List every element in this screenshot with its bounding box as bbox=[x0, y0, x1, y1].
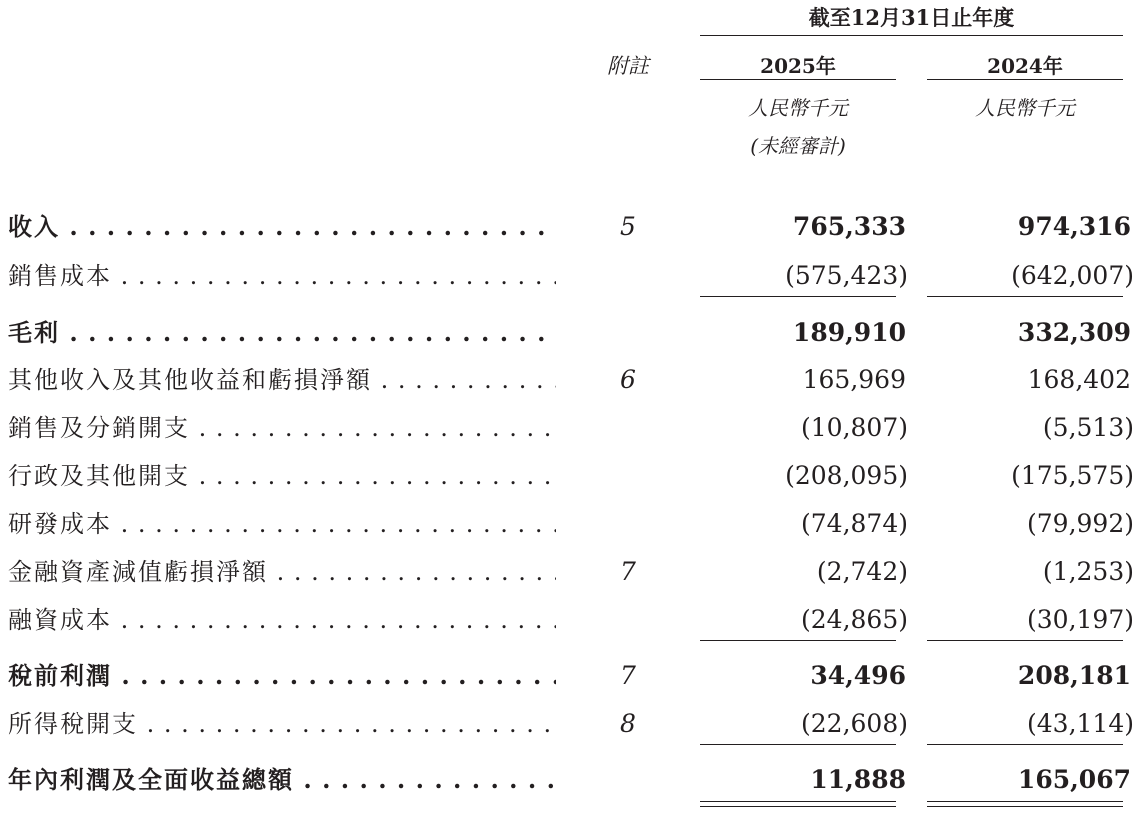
line-item-label: 行政及其他開支 . . . bbox=[8, 456, 556, 496]
table-row-revenue bbox=[0, 207, 1140, 247]
value-2025: (74,874) bbox=[801, 509, 908, 538]
note-column-heading: 附註 bbox=[607, 54, 649, 78]
subtotal-rule-2025 bbox=[700, 744, 896, 745]
table-row-total-comprehensive-income bbox=[0, 760, 1140, 800]
line-item-label: 年內利潤及全面收益總額 . . . bbox=[8, 760, 556, 800]
line-item-label: 毛利 . . . bbox=[8, 313, 556, 353]
value-2025: (208,095) bbox=[785, 461, 908, 490]
value-2025: 165,969 bbox=[802, 365, 906, 394]
value-2025: (10,807) bbox=[801, 413, 908, 442]
value-2024: (175,575) bbox=[1011, 461, 1134, 490]
total-double-rule-2025 bbox=[700, 801, 896, 807]
value-2025: (24,865) bbox=[801, 605, 908, 634]
line-item-label: 其他收入及其他收益和虧損淨額 . . . bbox=[8, 360, 556, 400]
table-row-income-tax bbox=[0, 704, 1140, 744]
table-row-selling-expenses bbox=[0, 408, 1140, 448]
year-2025-heading: 2025年 bbox=[760, 54, 836, 78]
table-row-profit-before-tax bbox=[0, 656, 1140, 696]
note-ref bbox=[590, 504, 666, 544]
year-2024-heading: 2024年 bbox=[987, 54, 1063, 78]
note-ref bbox=[590, 256, 666, 296]
period-heading: 截至12月31日止年度 bbox=[808, 5, 1015, 30]
line-item-label: 金融資產減值虧損淨額 . . . bbox=[8, 552, 556, 592]
line-item-label: 融資成本 . . . bbox=[8, 600, 556, 640]
value-2024: 332,309 bbox=[1017, 318, 1131, 347]
value-2024: 208,181 bbox=[1017, 661, 1131, 690]
value-2024: (5,513) bbox=[1042, 413, 1134, 442]
line-item-label: 研發成本 . . . bbox=[8, 504, 556, 544]
audit-status-2025: (未經審計) bbox=[750, 134, 846, 158]
subtotal-rule-2024 bbox=[927, 296, 1123, 297]
value-2024: (79,992) bbox=[1027, 509, 1134, 538]
note-ref: 7 bbox=[620, 557, 636, 586]
note-ref: 8 bbox=[620, 709, 636, 738]
value-2024: (642,007) bbox=[1011, 261, 1134, 290]
note-ref bbox=[590, 600, 666, 640]
value-2025: 189,910 bbox=[792, 318, 906, 347]
value-2024: (43,114) bbox=[1027, 709, 1134, 738]
line-item-label: 銷售成本 . . . bbox=[8, 256, 556, 296]
line-item-label: 所得稅開支 . . . bbox=[8, 704, 556, 744]
note-ref: 5 bbox=[620, 212, 636, 241]
value-2024: (1,253) bbox=[1042, 557, 1134, 586]
subtotal-rule-2024 bbox=[927, 744, 1123, 745]
value-2024: (30,197) bbox=[1027, 605, 1134, 634]
period-underline bbox=[700, 35, 1123, 36]
value-2025: 11,888 bbox=[810, 765, 906, 794]
table-row-impairment-losses bbox=[0, 552, 1140, 592]
year-2024-underline bbox=[927, 79, 1123, 80]
value-2024: 168,402 bbox=[1027, 365, 1131, 394]
unit-2025: 人民幣千元 bbox=[748, 96, 848, 120]
subtotal-rule-2025 bbox=[700, 296, 896, 297]
value-2024: 165,067 bbox=[1017, 765, 1131, 794]
note-ref bbox=[590, 408, 666, 448]
note-ref: 6 bbox=[620, 365, 636, 394]
table-row-other-income bbox=[0, 360, 1140, 400]
value-2025: 765,333 bbox=[792, 212, 906, 241]
value-2025: (575,423) bbox=[785, 261, 908, 290]
total-double-rule-2024 bbox=[927, 801, 1123, 807]
value-2024: 974,316 bbox=[1017, 212, 1131, 241]
unit-2024: 人民幣千元 bbox=[975, 96, 1075, 120]
value-2025: 34,496 bbox=[810, 661, 906, 690]
note-ref bbox=[590, 313, 666, 353]
line-item-label: 稅前利潤 . . . bbox=[8, 656, 556, 696]
table-row-cost-of-sales bbox=[0, 256, 1140, 296]
year-2025-underline bbox=[700, 79, 896, 80]
line-item-label: 銷售及分銷開支 . . . bbox=[8, 408, 556, 448]
note-ref bbox=[590, 760, 666, 800]
table-row-finance-costs bbox=[0, 600, 1140, 640]
value-2025: (22,608) bbox=[801, 709, 908, 738]
line-item-label: 收入 . . . bbox=[8, 207, 556, 247]
note-ref bbox=[590, 456, 666, 496]
table-row-gross-profit bbox=[0, 313, 1140, 353]
note-ref: 7 bbox=[620, 661, 636, 690]
subtotal-rule-2024 bbox=[927, 640, 1123, 641]
table-row-rd-costs bbox=[0, 504, 1140, 544]
table-row-admin-expenses bbox=[0, 456, 1140, 496]
subtotal-rule-2025 bbox=[700, 640, 896, 641]
value-2025: (2,742) bbox=[816, 557, 908, 586]
